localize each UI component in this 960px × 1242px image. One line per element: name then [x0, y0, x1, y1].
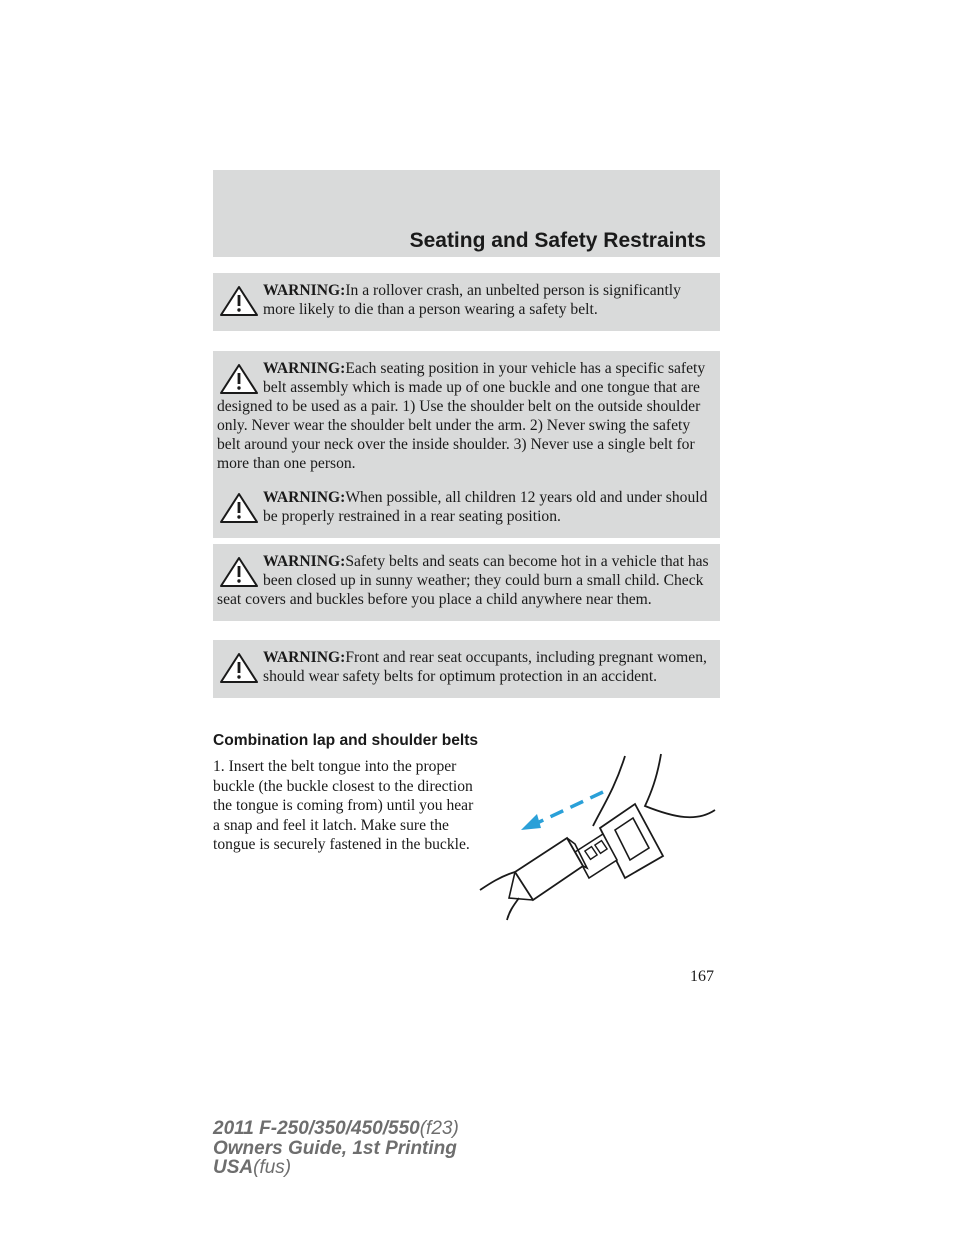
warning-lead: Safety belts and seats can become hot in a vehicle [345, 553, 657, 570]
warning-label: WARNING: [263, 649, 346, 666]
section-header-title: Seating and Safety Restraints [409, 229, 706, 252]
footer-line-printing [213, 1139, 459, 1159]
warning-triangle-icon [217, 283, 261, 319]
warning-body: should be properly restrained in a rear seating position. [263, 489, 708, 525]
footer-line-model [213, 1119, 459, 1139]
page-number: 167 [690, 968, 714, 985]
warning-lead: In a rollover crash, an unbelted person is [345, 282, 600, 299]
footer-market-code: (fus) [253, 1157, 292, 1178]
warning-body: women, should wear safety belts for optimum protection in an accident. [263, 649, 707, 685]
footer-market: USA [213, 1157, 254, 1178]
step-1-text: 1. Insert the belt tongue into the proper buckle (the buckle closest to the direction the tongue is coming from) until you hear a snap and feel it latch. Make sure the tongue is securely fastened in the buckle. [213, 758, 474, 853]
warning-body: safety belt assembly which is made up of one buckle and one tongue that are designed to be used as a pair. 1) Use the shoulder belt on the outside shoulder only. Never wear the shoulder belt under the arm. 2) Never swing the safety belt around your neck over the inside shoulder. 3) Never use a single belt for more than one person. [217, 360, 706, 472]
warning-body: that has been closed up in sunny weather; they could burn a small child. Check seat covers and buckles before you place a child anywhere near them. [217, 553, 709, 608]
warning-label: WARNING: [263, 360, 346, 377]
warning-rollover [213, 273, 720, 331]
warning-lead: Front and rear seat occupants, including pregnant [345, 649, 654, 666]
warning-lead: When possible, all children 12 years old and under [345, 489, 662, 506]
warning-occupants [213, 640, 720, 698]
warning-triangle-icon [217, 361, 261, 397]
section-header-bar [213, 170, 720, 257]
footer [213, 1119, 459, 1178]
warning-label: WARNING: [263, 282, 346, 299]
warning-belt-assembly [213, 351, 720, 485]
warning-lead: Each seating position in your vehicle has a specific [345, 360, 665, 377]
section-heading: Combination lap and shoulder belts [213, 732, 479, 749]
warning-body: significantly more likely to die than a person wearing a safety belt. [263, 282, 681, 318]
warning-triangle-icon [217, 490, 261, 526]
warning-label: WARNING: [263, 553, 346, 570]
warning-triangle-icon [217, 650, 261, 686]
warning-triangle-icon [217, 554, 261, 590]
warning-hot-belts [213, 544, 720, 621]
footer-line-market [213, 1158, 459, 1178]
footer-model: 2011 F-250/350/450/550 [213, 1118, 420, 1139]
footer-model-code: (f23) [419, 1118, 459, 1139]
belt-buckle-illustration [475, 748, 720, 923]
warning-children [213, 480, 720, 538]
footer-printing: Owners Guide, 1st Printing [213, 1137, 457, 1159]
warning-label: WARNING: [263, 489, 346, 506]
